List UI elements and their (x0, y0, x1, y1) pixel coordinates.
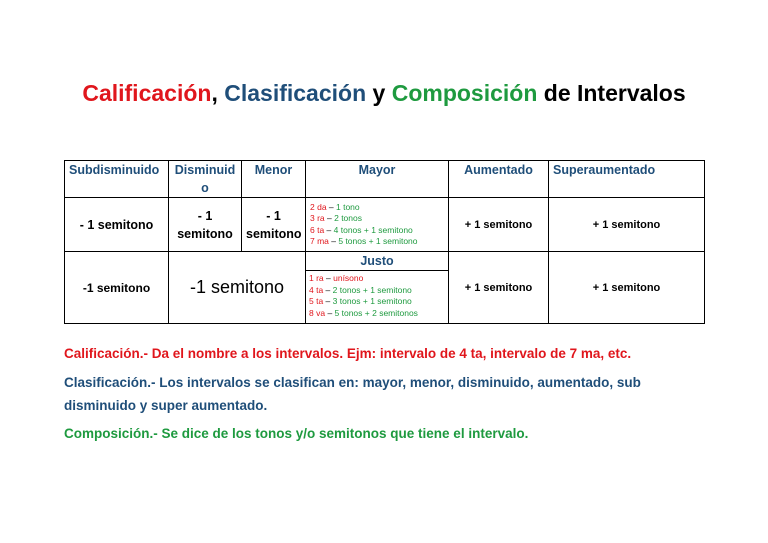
cell-superaumentado-2: + 1 semitono (549, 252, 705, 324)
title-composicion: Composición (391, 80, 538, 106)
title-conjunction: y (366, 80, 392, 106)
title-clasificacion: Clasificación (224, 80, 367, 106)
list-item: 8 va – 5 tonos + 2 semitonos (309, 307, 418, 318)
header-disminuido: Disminuido (169, 161, 242, 198)
cell-menor-1: - 1 semitono (242, 198, 306, 252)
title-calificacion: Calificación (82, 80, 212, 106)
cell-subdisminuido-2: -1 semitono (65, 252, 169, 324)
page-title (0, 80, 768, 107)
cell-aumentado-1: + 1 semitono (449, 198, 549, 252)
definition-composicion: Composición.- Se dice de los tonos y/o semitonos que tiene el intervalo. (64, 426, 529, 441)
header-menor: Menor (242, 161, 306, 198)
header-aumentado: Aumentado (449, 161, 549, 198)
cell-disminuido-1: - 1 semitono (169, 198, 242, 252)
list-item: 2 da – 1 tono (310, 201, 360, 212)
cell-mayor-list (306, 198, 449, 252)
table-row-justo (65, 252, 705, 324)
list-item: 6 ta – 4 tonos + 1 semitono (310, 224, 413, 235)
header-mayor: Mayor (306, 161, 449, 198)
list-item: 3 ra – 2 tonos (310, 213, 362, 223)
cell-subdisminuido-1: - 1 semitono (65, 198, 169, 252)
list-item: 1 ra – unísono (309, 273, 364, 283)
header-subdisminuido: Subdisminuido (65, 161, 169, 198)
title-separator: , (211, 80, 225, 106)
cell-justo (306, 252, 449, 324)
title-de-intervalos: de Intervalos (537, 80, 686, 106)
header-superaumentado: Superaumentado (549, 161, 705, 198)
list-item: 5 ta – 3 tonos + 1 semitono (309, 296, 412, 306)
cell-aumentado-2: + 1 semitono (449, 252, 549, 324)
list-item: 4 ta – 2 tonos + 1 semitono (309, 284, 412, 295)
cell-disminuido-menor-2: -1 semitono (169, 252, 306, 324)
table-row-mayor (65, 198, 705, 252)
justo-label: Justo (306, 252, 448, 271)
intervals-table (64, 160, 705, 324)
cell-superaumentado-1: + 1 semitono (549, 198, 705, 252)
list-item: 7 ma – 5 tonos + 1 semitono (310, 236, 418, 246)
definition-calificacion: Calificación.- Da el nombre a los intervalos. Ejm: intervalo de 4 ta, intervalo de 7 ma, etc. (64, 346, 632, 361)
definition-clasificacion: Clasificación.- Los intervalos se clasifican en: mayor, menor, disminuido, aumentado, sub disminuido y super aumentado. (64, 375, 641, 413)
table-header-row (65, 161, 705, 198)
